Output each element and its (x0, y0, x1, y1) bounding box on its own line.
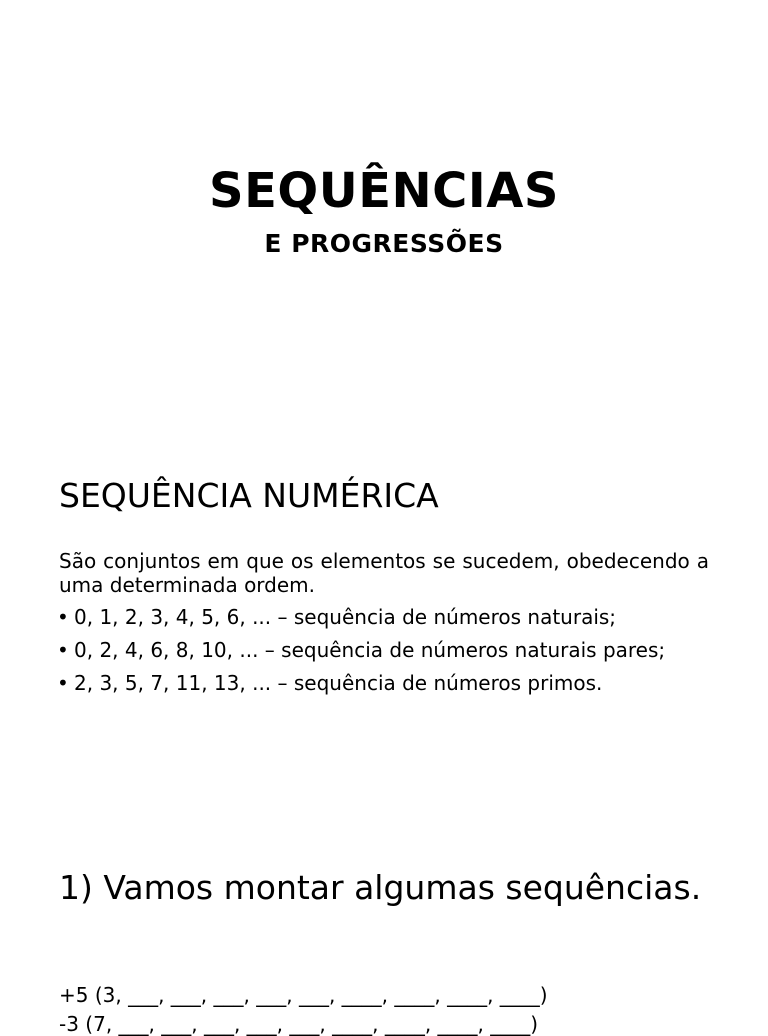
sequence-line: -3 (7, ___, ___, ___, ___, ___, ____, ____, ____, ____) (59, 1012, 539, 1036)
list-item-text: 0, 1, 2, 3, 4, 5, 6, ... – sequência de números naturais; (74, 605, 617, 629)
list-item-text: 0, 2, 4, 6, 8, 10, ... – sequência de números naturais pares; (74, 638, 666, 662)
sequence-line: +5 (3, ___, ___, ___, ___, ___, ____, ____, ____, ____) (59, 983, 548, 1007)
list-item (59, 605, 709, 629)
exercise-heading: 1) Vamos montar algumas sequências. (59, 868, 702, 907)
intro-paragraph: São conjuntos em que os elementos se sucedem, obedecendo a uma determinada ordem. (59, 549, 709, 597)
list-item (59, 638, 709, 662)
bullet-icon: • (57, 638, 69, 662)
example-list (59, 605, 709, 704)
page-subtitle: E PROGRESSÕES (264, 229, 504, 258)
bullet-icon: • (57, 605, 69, 629)
section-heading: SEQUÊNCIA NUMÉRICA (59, 476, 439, 515)
page-title: SEQUÊNCIAS (209, 163, 559, 219)
list-item-text: 2, 3, 5, 7, 11, 13, ... – sequência de números primos. (74, 671, 603, 695)
bullet-icon: • (57, 671, 69, 695)
list-item (59, 671, 709, 695)
